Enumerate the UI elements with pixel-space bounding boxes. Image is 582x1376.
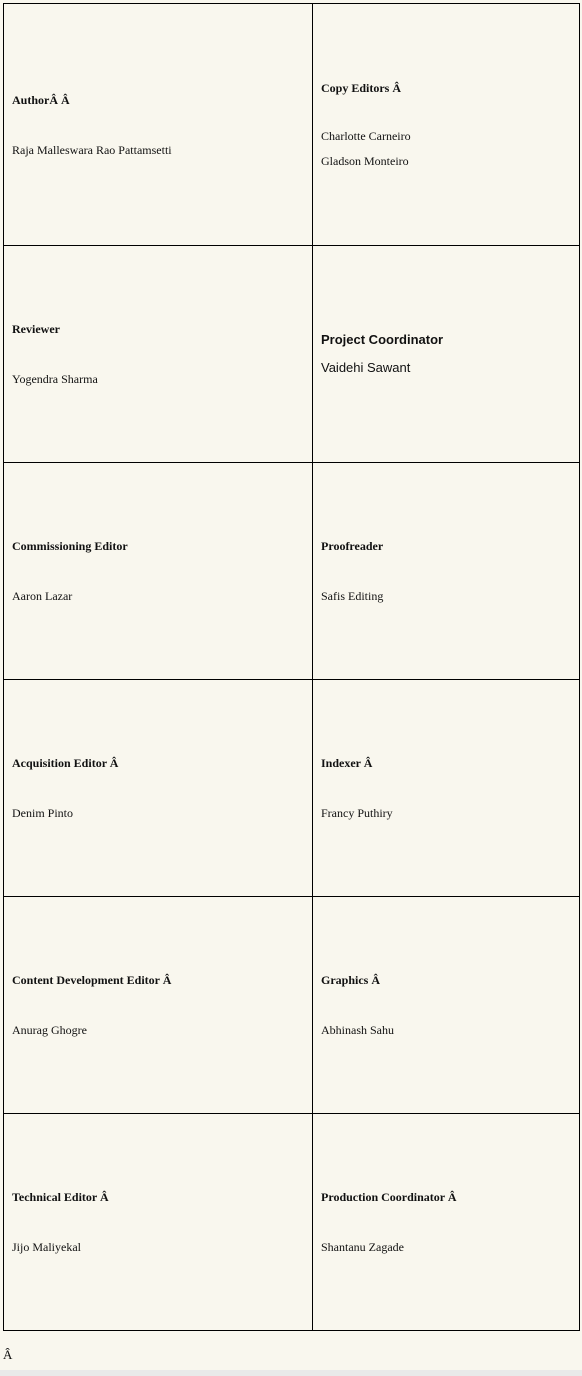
credit-cell-production-coordinator bbox=[313, 1114, 580, 1331]
credit-cell-commissioning-editor bbox=[4, 463, 313, 680]
role-label: Content Development Editor Â bbox=[12, 973, 172, 987]
credit-cell-copy-editors bbox=[313, 4, 580, 246]
person-name: Safis Editing bbox=[321, 589, 384, 603]
name-list bbox=[12, 143, 304, 157]
person-name: Vaidehi Sawant bbox=[321, 360, 411, 375]
role-label: Reviewer bbox=[12, 322, 60, 336]
role-label: Acquisition Editor Â bbox=[12, 756, 119, 770]
role-label: AuthorÂ Â bbox=[12, 92, 70, 107]
person-name: Charlotte Carneiro bbox=[321, 129, 411, 143]
credit-cell-graphics bbox=[313, 897, 580, 1114]
person-name: Shantanu Zagade bbox=[321, 1240, 404, 1254]
credit-cell-author bbox=[4, 4, 313, 246]
person-name: Jijo Maliyekal bbox=[12, 1240, 81, 1254]
person-name: Denim Pinto bbox=[12, 806, 74, 820]
credits-row bbox=[4, 897, 580, 1114]
role-label: Production Coordinator Â bbox=[321, 1190, 457, 1204]
credit-cell-proofreader bbox=[313, 463, 580, 680]
credits-table bbox=[3, 3, 580, 1331]
credit-cell-reviewer bbox=[4, 246, 313, 463]
person-name: Francy Puthiry bbox=[321, 806, 393, 820]
name-list bbox=[321, 1240, 571, 1254]
credits-row bbox=[4, 680, 580, 897]
person-name: Abhinash Sahu bbox=[321, 1023, 394, 1037]
name-list bbox=[321, 589, 571, 603]
page-bottom-strip bbox=[0, 1370, 582, 1376]
credit-cell-project-coordinator bbox=[313, 246, 580, 463]
footer-text: Â bbox=[3, 1347, 13, 1362]
role-label: Commissioning Editor bbox=[12, 539, 128, 553]
name-list bbox=[12, 1023, 304, 1037]
role-label: Proofreader bbox=[321, 539, 384, 553]
role-label: Technical Editor Â bbox=[12, 1190, 109, 1204]
role-label: Indexer Â bbox=[321, 756, 373, 770]
credit-cell-technical-editor bbox=[4, 1114, 313, 1331]
name-list bbox=[12, 1240, 304, 1254]
credits-row bbox=[4, 1114, 580, 1331]
credit-cell-acquisition-editor bbox=[4, 680, 313, 897]
name-list bbox=[321, 361, 571, 375]
person-name: Aaron Lazar bbox=[12, 589, 73, 603]
credit-cell-content-development-editor bbox=[4, 897, 313, 1114]
role-label: Project Coordinator bbox=[321, 332, 444, 347]
person-name: Yogendra Sharma bbox=[12, 372, 98, 386]
role-label: Graphics Â bbox=[321, 973, 381, 987]
role-label: Copy Editors Â bbox=[321, 81, 402, 95]
person-name: Raja Malleswara Rao Pattamsetti bbox=[12, 142, 172, 157]
credit-cell-indexer bbox=[313, 680, 580, 897]
name-list bbox=[12, 589, 304, 603]
credits-row bbox=[4, 246, 580, 463]
name-list bbox=[321, 806, 571, 820]
name-list bbox=[12, 806, 304, 820]
credits-row bbox=[4, 463, 580, 680]
name-list bbox=[321, 1023, 571, 1037]
name-list bbox=[12, 372, 304, 386]
name-list bbox=[321, 129, 571, 168]
credits-row bbox=[4, 4, 580, 246]
person-name: Anurag Ghogre bbox=[12, 1023, 87, 1037]
person-name: Gladson Monteiro bbox=[321, 154, 409, 168]
